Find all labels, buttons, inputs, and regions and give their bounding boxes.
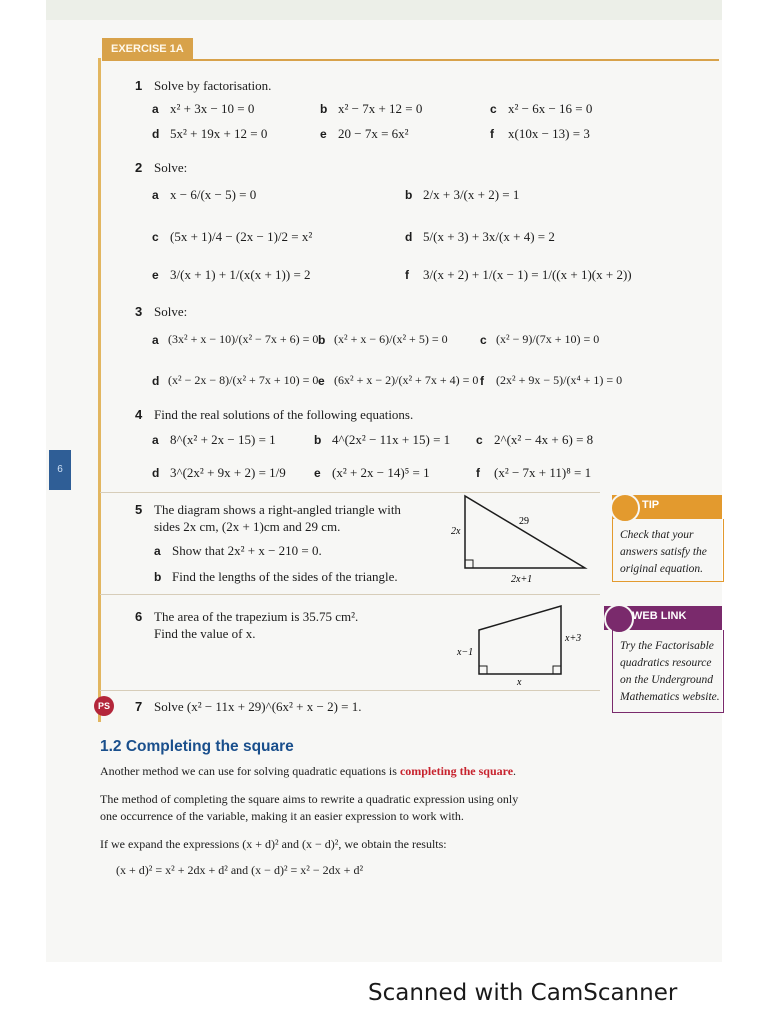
q4c-text: 2^(x² − 4x + 6) = 8 (494, 432, 594, 447)
q2c-label: c (152, 230, 159, 244)
q1e-label: e (320, 127, 327, 141)
q3d-label: d (152, 374, 160, 388)
q4b-text: 4^(2x² − 11x + 15) = 1 (332, 432, 451, 447)
right-angle-mark (465, 560, 473, 568)
question-2-number: 2 (135, 160, 143, 175)
q2f-text: 3/(x + 2) + 1/(x − 1) = 1/((x + 1)(x + 2)) (423, 267, 632, 282)
right-angle-mark (479, 666, 487, 674)
triangle-side-label: 2x (451, 526, 461, 537)
q5b-label: b (154, 570, 162, 584)
q2a-label: a (152, 188, 159, 202)
completing-the-square-term: completing the square (399, 764, 514, 778)
question-5-number: 5 (135, 502, 143, 517)
question-6-line1: The area of the trapezium is 35.75 cm². (154, 609, 359, 624)
q3d-text: (x² − 2x − 8)/(x² + 7x + 10) = 0 (168, 373, 319, 387)
q1d-label: d (152, 127, 160, 141)
weblink-line-4[interactable]: Mathematics website. (620, 691, 720, 703)
q2a-text: x − 6/(x − 5) = 0 (170, 187, 257, 202)
q1c-text: x² − 6x − 16 = 0 (508, 101, 593, 116)
tip-line-3: original equation. (620, 563, 704, 575)
q4f-label: f (476, 466, 480, 480)
question-7-text: Solve (x² − 11x + 29)^(6x² + x − 2) = 1. (154, 699, 362, 714)
question-3-number: 3 (135, 304, 143, 319)
q3c-text: (x² − 9)/(7x + 10) = 0 (496, 332, 600, 346)
q3b-label: b (318, 333, 326, 347)
q3c-label: c (480, 333, 487, 347)
section-paragraph-3: If we expand the expressions (x + d)² and (x − d)², we obtain the results: (100, 837, 447, 851)
question-3-stem: Solve: (154, 304, 188, 319)
q3e-text: (6x² + x − 2)/(x² + 7x + 4) = 0 (334, 373, 479, 387)
divider (100, 690, 600, 691)
q3f-label: f (480, 374, 484, 388)
tip-line-1: Check that your (620, 529, 694, 541)
section-paragraph-2-line-2: one occurrence of the variable, making it an easier expression to work with. (100, 809, 464, 823)
q4d-label: d (152, 466, 160, 480)
trapezium-right-label: x+3 (565, 633, 582, 644)
question-7-number: 7 (135, 699, 143, 714)
trapezium-diagram (455, 596, 595, 688)
q1d-text: 5x² + 19x + 12 = 0 (170, 126, 268, 141)
tip-line-2: answers satisfy the (620, 546, 707, 558)
exercise-badge: EXERCISE 1A (102, 38, 193, 60)
question-4-stem: Find the real solutions of the following equations. (154, 407, 414, 422)
q1e-text: 20 − 7x = 6x² (338, 126, 409, 141)
q3b-text: (x² + x − 6)/(x² + 5) = 0 (334, 332, 448, 346)
problem-solving-badge: PS (94, 696, 114, 716)
tip-title: TIP (642, 499, 660, 511)
q5b-text: Find the lengths of the sides of the triangle. (172, 569, 398, 584)
question-5-line2: sides 2x cm, (2x + 1)cm and 29 cm. (154, 519, 341, 534)
q3f-text: (2x² + 9x − 5)/(x⁴ + 1) = 0 (496, 373, 623, 387)
q4e-text: (x² + 2x − 14)⁵ = 1 (332, 465, 430, 480)
q2c-text: (5x + 1)/4 − (2x − 1)/2 = x² (170, 229, 313, 244)
q1b-label: b (320, 102, 328, 116)
q4b-label: b (314, 433, 322, 447)
trapezium (479, 606, 561, 674)
section-paragraph-1 (100, 764, 516, 779)
exercise-rule (102, 59, 719, 61)
q3a-label: a (152, 333, 159, 347)
q2f-label: f (405, 268, 409, 282)
expansion-equations: (x + d)² = x² + 2dx + d² and (x − d)² = x² − 2dx + d² (116, 863, 364, 877)
q1c-label: c (490, 102, 497, 116)
q2d-text: 5/(x + 3) + 3x/(x + 4) = 2 (423, 229, 555, 244)
exercise-side-bar (98, 58, 101, 722)
weblink-line-2[interactable]: quadratics resource (620, 657, 712, 669)
right-triangle (465, 496, 585, 568)
section-paragraph-2-line-1: The method of completing the square aims to rewrite a quadratic expression using only (100, 792, 519, 806)
q1a-label: a (152, 102, 159, 116)
question-1-stem: Solve by factorisation. (154, 78, 272, 93)
triangle-hyp-label: 29 (519, 516, 529, 527)
trapezium-base-label: x (517, 677, 522, 688)
q5a-text: Show that 2x² + x − 210 = 0. (172, 543, 322, 558)
q5a-label: a (154, 544, 161, 558)
q2d-label: d (405, 230, 413, 244)
q3e-label: e (318, 374, 325, 388)
paragraph-1-end: . (513, 764, 517, 778)
q4e-label: e (314, 466, 321, 480)
weblink-title: WEB LINK (632, 610, 687, 622)
divider (100, 594, 600, 595)
question-2-stem: Solve: (154, 160, 188, 175)
weblink-line-3[interactable]: on the Underground (620, 674, 714, 686)
q4a-text: 8^(x² + 2x − 15) = 1 (170, 432, 276, 447)
weblink-line-1[interactable]: Try the Factorisable (620, 640, 714, 652)
right-angle-mark (553, 666, 561, 674)
question-1-number: 1 (135, 78, 143, 93)
q4c-label: c (476, 433, 483, 447)
q2e-text: 3/(x + 1) + 1/(x(x + 1)) = 2 (170, 267, 311, 282)
top-strip (46, 0, 722, 20)
q4a-label: a (152, 433, 159, 447)
q4d-text: 3^(2x² + 9x + 2) = 1/9 (170, 465, 286, 480)
q1f-label: f (490, 127, 494, 141)
question-6-line2: Find the value of x. (154, 626, 256, 641)
trapezium-left-label: x−1 (457, 647, 474, 658)
question-5-line1: The diagram shows a right-angled triangle with (154, 502, 401, 517)
q1f-text: x(10x − 13) = 3 (508, 126, 590, 141)
question-6-number: 6 (135, 609, 143, 624)
tip-box (612, 495, 722, 583)
q2b-text: 2/x + 3/(x + 2) = 1 (423, 187, 520, 202)
q1a-text: x² + 3x − 10 = 0 (170, 101, 255, 116)
q2e-label: e (152, 268, 159, 282)
paragraph-1-text: Another method we can use for solving quadratic equations is (100, 764, 397, 778)
q4f-text: (x² − 7x + 11)⁸ = 1 (494, 465, 592, 480)
page-tab: 6 (49, 450, 71, 490)
section-heading: 1.2 Completing the square (100, 738, 294, 755)
question-4-number: 4 (135, 407, 143, 422)
triangle-base-label: 2x+1 (511, 574, 533, 585)
q1b-text: x² − 7x + 12 = 0 (338, 101, 423, 116)
triangle-diagram (445, 490, 605, 590)
scanner-watermark: Scanned with CamScanner (368, 980, 678, 1006)
q3a-text: (3x² + x − 10)/(x² − 7x + 6) = 0 (168, 332, 319, 346)
q2b-label: b (405, 188, 413, 202)
